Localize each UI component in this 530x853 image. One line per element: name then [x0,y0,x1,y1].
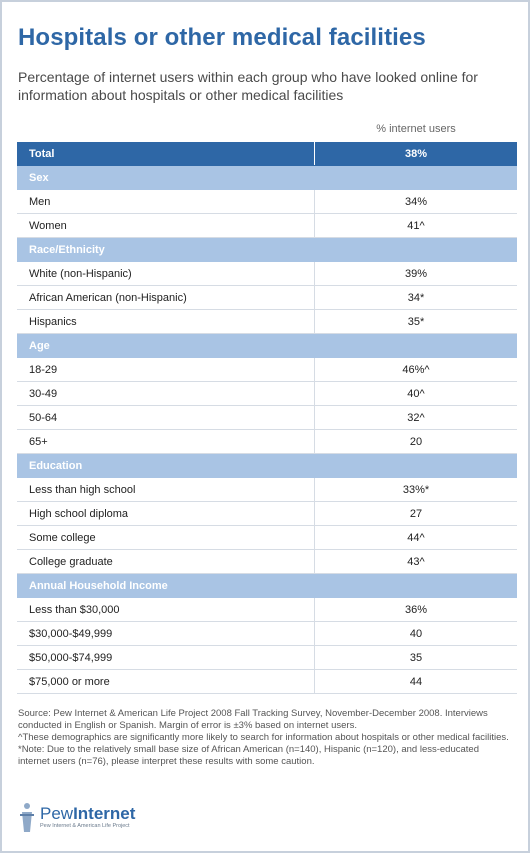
logo-name-part1: Pew [40,804,74,823]
table-row [17,502,517,526]
table-row [17,598,517,622]
caution-note: *Note: Due to the relatively small base size of African American (n=140), Hispanic (n=120), and less-educated internet users (n=76), please interpret these results with some caution. [18,744,479,767]
section-header-row [17,574,517,598]
row-label: 65+ [29,435,48,448]
table-row [17,670,517,694]
chart-title: Hospitals or other medical facilities [18,24,426,51]
row-label: $75,000 or more [29,675,110,688]
row-value: 41^ [407,219,425,232]
row-label: 30-49 [29,387,58,400]
row-value: 39% [404,267,428,280]
row-label: College graduate [29,555,113,568]
row-value: 36% [404,603,428,616]
section-header-row [17,238,517,262]
row-value: 35* [407,315,425,328]
row-value: 40 [409,627,423,640]
chart-subtitle: Percentage of internet users within each group who have looked online for information about hospitals or other medical facilities [18,69,478,103]
section-header-row [17,334,517,358]
table-row [17,310,517,334]
row-label: Less than $30,000 [29,603,120,616]
data-table [17,142,517,694]
table-row [17,286,517,310]
section-header-row [17,166,517,190]
row-value: 44^ [407,531,425,544]
logo-name [40,804,135,824]
row-label: African American (non-Hispanic) [29,291,187,304]
total-row [17,142,517,166]
row-value: 43^ [407,555,425,568]
row-value: 34* [407,291,425,304]
table-row [17,382,517,406]
row-label: Sex [29,171,49,184]
row-label: 50-64 [29,411,58,424]
row-label: Total [29,147,55,160]
row-value: 32^ [407,411,425,424]
row-label: Annual Household Income [29,579,168,592]
table-row [17,646,517,670]
row-label: $30,000-$49,999 [29,627,113,640]
column-header: % internet users [376,123,456,135]
row-value: 40^ [407,387,425,400]
row-label: High school diploma [29,507,129,520]
row-label: Education [29,459,83,472]
significance-note: ^These demographics are significantly more likely to search for information about hospitals or other medical facilities. [18,732,509,743]
row-value: 44 [409,675,423,688]
table-row [17,430,517,454]
table-row [17,406,517,430]
table-row [17,526,517,550]
table-row [17,262,517,286]
table-row [17,190,517,214]
pew-logo-icon [18,802,36,834]
row-label: White (non-Hispanic) [29,267,132,280]
row-value: 27 [409,507,423,520]
row-value: 34% [404,195,428,208]
row-value: 33%* [402,483,430,496]
row-label: Age [29,339,50,352]
source-note: Source: Pew Internet & American Life Project 2008 Fall Tracking Survey, November-December 2008. Interviews conducted in English or Spanish. Margin of error is ±3% based on internet users. [18,708,488,731]
table-row [17,622,517,646]
row-value: 20 [409,435,423,448]
table-row [17,550,517,574]
section-header-row [17,454,517,478]
row-label: Men [29,195,51,208]
table-row [17,358,517,382]
logo-name-part2: Internet [73,804,136,823]
row-label: $50,000-$74,999 [29,651,113,664]
row-label: Race/Ethnicity [29,243,105,256]
row-value: 35 [409,651,423,664]
row-label: Less than high school [29,483,136,496]
row-label: Women [29,219,67,232]
table-row [17,214,517,238]
row-label: Some college [29,531,96,544]
row-value: 46%^ [402,363,430,376]
row-label: Hispanics [29,315,77,328]
row-value: 38% [404,147,428,160]
notes [18,708,512,768]
row-label: 18-29 [29,363,58,376]
table-row [17,478,517,502]
logo-tagline: Pew Internet & American Life Project [40,823,130,829]
